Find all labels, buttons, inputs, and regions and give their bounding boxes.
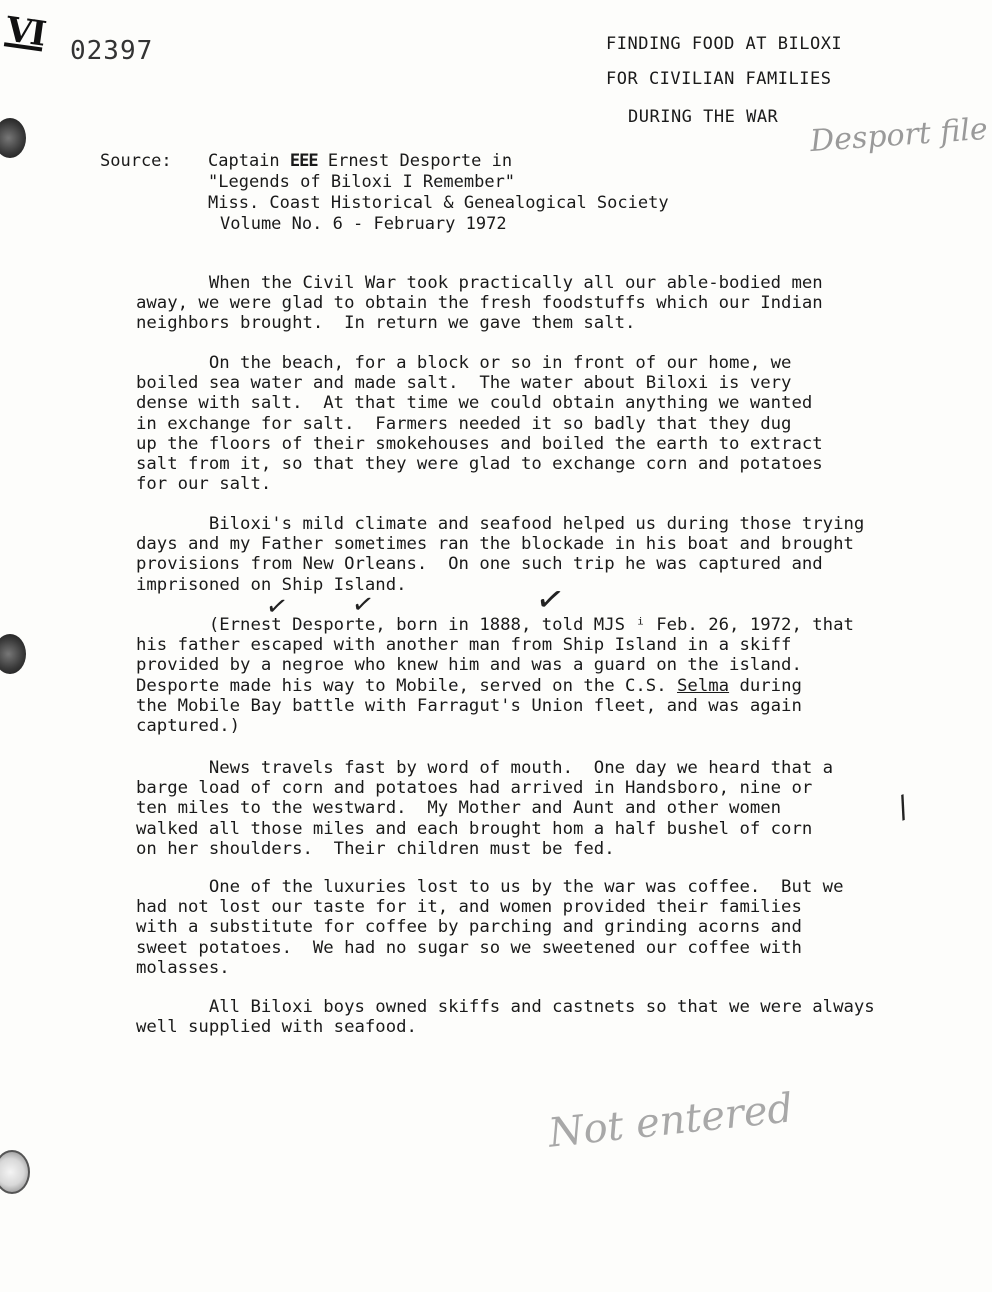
- punch-hole: [0, 118, 26, 158]
- paragraph-7: All Biloxi boys owned skiffs and castnets so that we were always well supplied with seafood.: [136, 997, 875, 1038]
- source-line-2: "Legends of Biloxi I Remember": [208, 172, 516, 192]
- source-line-3: Miss. Coast Historical & Genealogical Society: [208, 193, 669, 213]
- paragraph-6: One of the luxuries lost to us by the war was coffee. But we had not lost our taste for it, and women provided their families with a substitute for coffee by parching and grinding acorns and sweet potatoes. We had no sugar so we sweetened our coffee with molasses.: [136, 877, 844, 978]
- check-mark: /: [892, 789, 914, 826]
- paragraph-3: Biloxi's mild climate and seafood helped us during those trying days and my Father sometimes ran the blockade in his boat and brought provisions from New Orleans. On one such trip he was captured and imprisoned on Ship Island.: [136, 514, 865, 595]
- ship-name: Selma: [677, 675, 730, 696]
- paragraph-2: On the beach, for a block or so in front of our home, we boiled sea water and made salt. The water about Biloxi is very dense with salt. At that time we could obtain anything we wanted in exchange for salt. Farmers needed it so badly that they dug up the floors of their smokehouses and boiled the earth to extract salt from it, so that they were glad to exchange corn and potatoes for our salt.: [136, 353, 823, 495]
- paragraph-4: (Ernest Desporte, born in 1888, told MJS ⁱ Feb. 26, 1972, that his father escaped with another man from Ship Island in a skiff provided by a negroe who knew him and was a guard on the island. Desporte made his way to Mobile, served on the C.S. Selma during the Mobile Bay battle with Farragut's Union fleet, and was again captured.): [136, 615, 854, 737]
- handwritten-file-note: Desport file: [808, 111, 989, 160]
- source-line-1: Captain EEE Ernest Desporte in: [208, 151, 513, 171]
- check-mark: ✓: [532, 577, 568, 623]
- handwritten-not-entered-note: Not entered: [546, 1085, 796, 1157]
- title-line-2: FOR CIVILIAN FAMILIES: [606, 69, 832, 89]
- punch-hole: [0, 634, 26, 674]
- check-mark: ✓: [349, 588, 377, 622]
- title-line-1: FINDING FOOD AT BILOXI: [606, 34, 843, 54]
- source-citation: [208, 151, 669, 235]
- punch-hole: [0, 1150, 30, 1194]
- paragraph-1: When the Civil War took practically all our able-bodied men away, we were glad to obtain the fresh foodstuffs which our Indian neighbors brought. In return we gave them salt.: [136, 273, 823, 334]
- struck-text: EEE: [289, 151, 318, 171]
- source-label: Source:: [100, 151, 172, 171]
- document-number: 02397: [70, 36, 154, 66]
- check-mark: ✓: [263, 590, 291, 624]
- title-line-3: DURING THE WAR: [628, 107, 779, 127]
- roman-numeral-mark: VI: [3, 9, 47, 55]
- source-line-4: Volume No. 6 - February 1972: [220, 214, 507, 234]
- paragraph-5: News travels fast by word of mouth. One day we heard that a barge load of corn and potatoes had arrived in Handsboro, nine or ten miles to the westward. My Mother and Aunt and other women walked all those miles and each brought hom a half bushel of corn on her shoulders. Their children must be fed.: [136, 758, 834, 859]
